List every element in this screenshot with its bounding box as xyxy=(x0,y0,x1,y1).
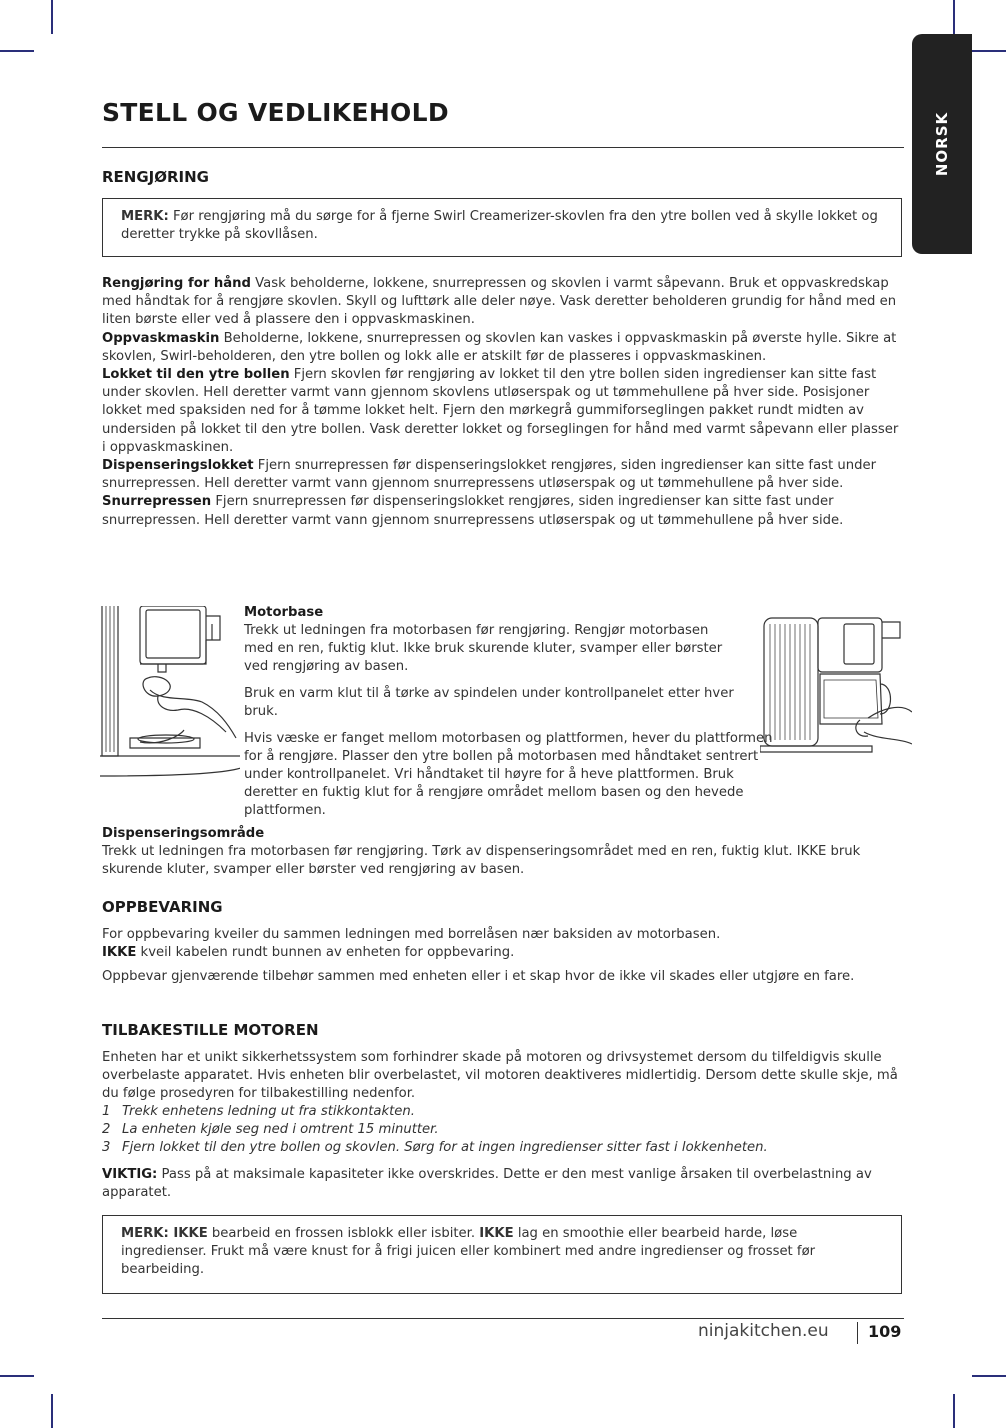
motorbase-label: Motorbase xyxy=(244,605,324,620)
cleaning-paragraph xyxy=(102,493,902,529)
note-text: lag en smoothie eller bearbeid harde, løse ingredienser. Frukt må være knust for å frigi juicen eller kombinert med andre ingredienser og frosset før bearbeiding. xyxy=(121,1226,816,1277)
note-label: MERK: xyxy=(121,209,169,224)
hand-wiping-spindle-illustration xyxy=(100,606,240,786)
list-item xyxy=(102,1139,902,1157)
warning-label: VIKTIG: xyxy=(102,1167,158,1182)
section-heading-reset: TILBAKESTILLE MOTOREN xyxy=(102,1021,319,1039)
paragraph-label: Oppvaskmaskin xyxy=(102,330,220,346)
crop-mark xyxy=(51,1394,53,1428)
paragraph-label: Snurrepressen xyxy=(102,494,212,510)
raise-platform-illustration xyxy=(760,614,912,754)
step-text: Trekk enhetens ledning ut fra stikkontakten. xyxy=(122,1104,415,1119)
crop-mark xyxy=(0,50,34,52)
crop-mark xyxy=(972,50,1006,52)
dispensing-area-text: Trekk ut ledningen fra motorbasen før rengjøring. Tørk av dispenseringsområdet med en ren, fuktig klut. IKKE bruk skurende kluter, svamper eller børster ved rengjøring av basen. xyxy=(102,844,861,878)
cleaning-paragraph xyxy=(102,330,902,366)
note-emphasis: IKKE xyxy=(479,1226,514,1241)
language-tab xyxy=(912,34,972,254)
footer-divider xyxy=(102,1318,904,1319)
storage-warning-text: kveil kabelen rundt bunnen av enheten for oppbevaring. xyxy=(136,945,515,961)
note-label: MERK: xyxy=(121,1226,169,1241)
paragraph-text: Beholderne, lokkene, snurrepressen og skovlen kan vaskes i oppvaskmaskin på øverste hylle. Sikre at skovlen, Swirl-beholderen, den ytre bollen og lokk alle er atskilt før de plasseres i oppvaskmaskinen. xyxy=(102,330,897,364)
paragraph-label: Dispenseringslokket xyxy=(102,458,254,474)
step-number: 1 xyxy=(102,1104,111,1119)
step-text: Fjern lokket til den ytre bollen og skovlen. Sørg for at ingen ingredienser sitter fast i lokkenheten. xyxy=(122,1140,768,1156)
motorbase-paragraph: Bruk en varm klut til å tørke av spindelen under kontrollpanelet etter hver bruk. xyxy=(244,686,734,719)
note-box-cleaning xyxy=(102,198,902,257)
storage-paragraph: Oppbevar gjenværende tilbehør sammen med enheten eller i et skap hvor de ikke vil skades eller utgjøre en fare. xyxy=(102,969,855,985)
page-title: STELL OG VEDLIKEHOLD xyxy=(102,98,449,127)
cleaning-paragraph xyxy=(102,275,902,330)
language-tab-label: NORSK xyxy=(933,111,951,177)
note-text: Før rengjøring må du sørge for å fjerne Swirl Creamerizer-skovlen fra den ytre bollen ved å skylle lokket og deretter trykke på skovllåsen. xyxy=(121,209,878,242)
step-number: 2 xyxy=(102,1122,111,1138)
reset-steps xyxy=(102,1103,902,1158)
step-number: 3 xyxy=(102,1140,111,1156)
motorbase-paragraph: Trekk ut ledningen fra motorbasen før rengjøring. Rengjør motorbasen med en ren, fuktig klut. Ikke bruk skurende kluter, svamper eller børster ved rengjøring av basen. xyxy=(244,623,723,674)
note-text: bearbeid en frossen isblokk eller isbiter. xyxy=(207,1226,480,1241)
paragraph-text: Fjern skovlen før rengjøring av lokket til den ytre bollen siden ingredienser kan sitte fast under skovlen. Hell deretter varmt vann gjennom skovlens utløserspak og ut tømmehullene på hver side. Posisjoner lokket med spaksiden ned for å tømme lokket helt. Fjern den mørkegrå gummiforseglingen pakket rundt midten av undersiden på lokket til den ytre bollen. Vask deretter lokket og forseglingen for hånd med varmt såpevann eller plasser i oppvaskmaskinen. xyxy=(102,367,899,455)
section-heading-cleaning: RENGJØRING xyxy=(102,168,209,186)
list-item xyxy=(102,1103,902,1121)
footer-separator xyxy=(857,1322,858,1344)
footer-website: ninjakitchen.eu xyxy=(698,1321,829,1341)
dispensing-area-section xyxy=(102,825,902,880)
title-divider xyxy=(102,147,904,148)
section-heading-storage: OPPBEVARING xyxy=(102,898,223,916)
note-box-processing xyxy=(102,1215,902,1294)
paragraph-text: Vask beholderne, lokkene, snurrepressen og skovlen i varmt såpevann. Bruk et oppvaskredskap med håndtak for å rengjøre skovlen. Skyll og lufttørk alle deler nøye. Vask deretter beholderen grundig for hånd med en liten børste eller ved å plassere den i oppvaskmaskinen. xyxy=(102,276,897,328)
crop-mark xyxy=(972,1375,1006,1377)
dispensing-area-label: Dispenseringsområde xyxy=(102,826,265,841)
list-item xyxy=(102,1121,902,1139)
page-number: 109 xyxy=(868,1322,902,1341)
storage-paragraph xyxy=(102,944,902,962)
storage-paragraph: For oppbevaring kveiler du sammen ledningen med borrelåsen nær baksiden av motorbasen. xyxy=(102,927,721,942)
paragraph-label: Lokket til den ytre bollen xyxy=(102,367,290,383)
crop-mark xyxy=(953,1394,955,1428)
crop-mark xyxy=(953,0,955,34)
note-emphasis: IKKE xyxy=(168,1226,208,1241)
crop-mark xyxy=(51,0,53,34)
warning-text: Pass på at maksimale kapasiteter ikke overskrides. Dette er den mest vanlige årsaken til overbelastning av apparatet. xyxy=(102,1167,872,1201)
paragraph-text: Fjern snurrepressen før dispenseringslokket rengjøres, siden ingredienser kan sitte fast under snurrepressen. Hell deretter varmt vann gjennom snurrepressens utløserspak og ut tømmehullene på hver side. xyxy=(102,494,844,528)
motorbase-section xyxy=(244,604,789,820)
reset-intro: Enheten har et unikt sikkerhetssystem som forhindrer skade på motoren og drivsystemet dersom du tilfeldigvis skulle overbelaste apparatet. Hvis enheten blir overbelastet, vil motoren deaktiveres midlertidig. Dersom dette skulle skje, må du følge prosedyren for tilbakestilling nedenfor. xyxy=(102,1050,898,1102)
storage-warning-label: IKKE xyxy=(102,945,137,961)
reset-warning xyxy=(102,1166,902,1202)
crop-mark xyxy=(0,1375,34,1377)
cleaning-paragraph xyxy=(102,457,902,493)
motorbase-paragraph: Hvis væske er fanget mellom motorbasen og plattformen, hever du plattformen for å rengjøre. Plasser den ytre bollen på motorbasen med håndtaket sentrert under kontrollpanelet. Vri håndtaket til høyre for å heve plattformen. Bruk deretter en fuktig klut for å rengjøre området mellom basen og den hevede plattformen. xyxy=(244,731,773,818)
paragraph-label: Rengjøring for hånd xyxy=(102,276,251,291)
cleaning-instructions xyxy=(102,275,902,530)
step-text: La enheten kjøle seg ned i omtrent 15 minutter. xyxy=(122,1122,439,1138)
storage-section xyxy=(102,926,902,987)
cleaning-paragraph xyxy=(102,366,902,457)
paragraph-text: Fjern snurrepressen før dispenseringslokket rengjøres, siden ingredienser kan sitte fast under snurrepressen. Hell deretter varmt vann gjennom snurrepressens utløserspak og ut tømmehullene på hver side. xyxy=(102,458,877,492)
